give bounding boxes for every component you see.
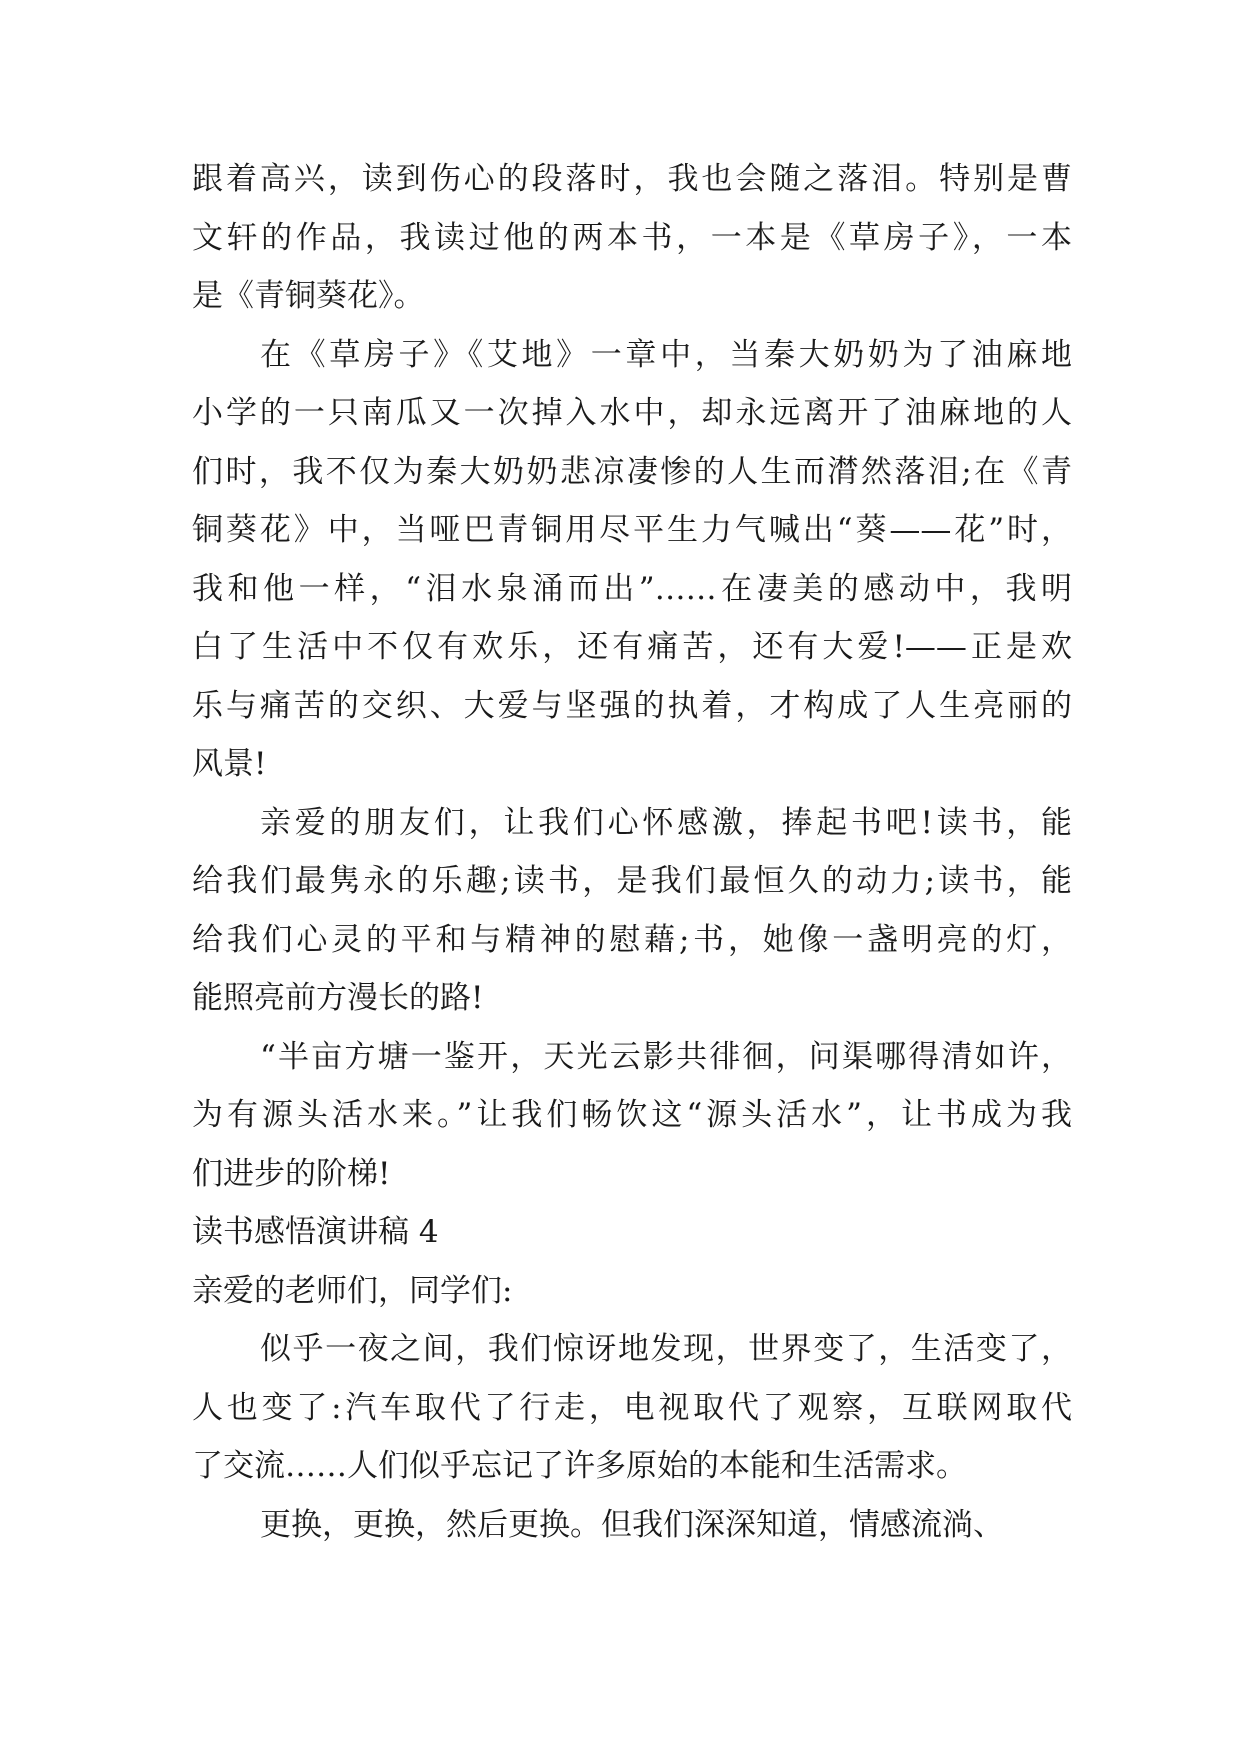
text-line: 文轩的作品，我读过他的两本书，一本是《草房子》，一本: [192, 219, 1072, 256]
paragraph-3: [192, 794, 1072, 1028]
text-line: 人也变了:汽车取代了行走，电视取代了观察，互联网取代: [192, 1389, 1072, 1426]
text-line: 了交流……人们似乎忘记了许多原始的本能和生活需求。: [192, 1448, 967, 1484]
text-line: 铜葵花》中，当哑巴青铜用尽平生力气喊出“葵——花”时，: [192, 512, 1072, 548]
paragraph-5: [192, 1320, 1072, 1496]
text-line: 们时，我不仅为秦大奶奶悲凉凄惨的人生而潸然落泪;在《青: [192, 453, 1072, 490]
text-line: 是《青铜葵花》。: [192, 278, 425, 314]
document-body: [192, 150, 1072, 1554]
text-line: 能照亮前方漫长的路!: [192, 980, 484, 1016]
text-line: 在《草房子》《艾地》一章中，当秦大奶奶为了油麻地: [260, 336, 1072, 373]
text-line: 我和他一样，“泪水泉涌而出”……在凄美的感动中，我明: [192, 570, 1072, 607]
paragraph-6: [192, 1496, 1072, 1555]
text-line: 给我们最隽永的乐趣;读书，是我们最恒久的动力;读书，能: [192, 863, 1072, 899]
text-line: 白了生活中不仅有欢乐，还有痛苦，还有大爱!——正是欢: [192, 629, 1072, 665]
paragraph-4: [192, 1028, 1072, 1204]
text-line: 们进步的阶梯!: [192, 1155, 391, 1192]
section-title: 读书感悟演讲稿 4: [192, 1214, 439, 1250]
paragraph-2: [192, 326, 1072, 794]
text-line: 乐与痛苦的交织、大爱与坚强的执着，才构成了人生亮丽的: [192, 687, 1072, 724]
text-line: 似乎一夜之间，我们惊讶地发现，世界变了，生活变了，: [260, 1331, 1072, 1367]
text-line: 亲爱的朋友们，让我们心怀感激，捧起书吧!读书，能: [260, 804, 1072, 841]
salutation: 亲爱的老师们，同学们:: [192, 1272, 513, 1309]
text-line: 为有源头活水来。”让我们畅饮这“源头活水”，让书成为我: [192, 1097, 1072, 1133]
text-line: “半亩方塘一鉴开，天光云影共徘徊，问渠哪得清如许，: [260, 1038, 1072, 1075]
paragraph-1: [192, 150, 1072, 326]
text-line: 风景!: [192, 746, 267, 782]
text-line: 跟着高兴，读到伤心的段落时，我也会随之落泪。特别是曹: [192, 161, 1072, 197]
text-line: 更换，更换，然后更换。但我们深深知道，情感流淌、: [260, 1506, 1004, 1543]
text-line: 给我们心灵的平和与精神的慰藉;书，她像一盏明亮的灯，: [192, 921, 1072, 958]
text-line: 小学的一只南瓜又一次掉入水中，却永远离开了油麻地的人: [192, 395, 1072, 431]
